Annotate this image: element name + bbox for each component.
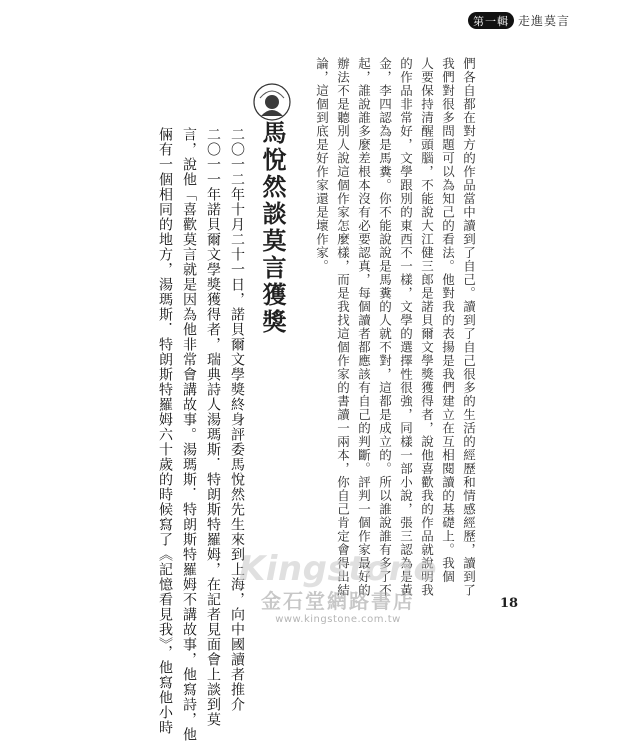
body-column-4: 倆有一個相同的地方，湯瑪斯．特朗斯特羅姆六十歲的時候寫了《記憶看見我》，他寫他小時 [157,127,173,735]
page-number: 18 [500,596,519,611]
watermark-brand-en: Kingstone [238,549,438,589]
chapter-title: 走進莫言 [517,14,570,28]
watermark-url: www.kingstone.com.tw [275,614,401,625]
portrait-icon [252,82,292,122]
quote-column-3: 人要保持清醒頭腦，不能說大江健三郎是諾貝爾文學獎獲得者，說他喜歡我的作品就說明我 [419,57,435,597]
watermark-brand-cn: 金石堂網路書店 [261,589,415,613]
quote-column-8: 論，這個到底是好作家還是壞作家。 [314,57,330,273]
quote-column-2: 我們對很多問題可以為知己的看法。他對我的表揚是我們建立在互相閱讀的基礎上。我個 [440,57,456,584]
quote-column-7: 辦法不是聽別人說這個作家怎麼樣，而是我找這個作家的書讀一兩本，你自己肯定會得出結 [335,57,351,597]
body-column-3: 言，說他「喜歡莫言就是因為他非常會講故事。湯瑪斯．特朗斯特羅姆不講故事，他寫詩，他 [181,127,197,742]
running-header [468,12,570,29]
quote-column-5: 金，李四認為是馬糞。你不能說說是馬糞的人就不對，這都是成立的。所以誰說誰有多了不 [377,57,393,597]
body-column-1: 二〇一二年十月二十一日，諾貝爾文學獎終身評委馬悅然先生來到上海，向中國讀者推介 [229,127,245,712]
quote-column-6: 起，誰說誰多麼差根本沒有必要認真，每個讀者都應該有自己的判斷。評判一個作家最好的 [356,57,372,597]
section-heading: 馬悅然談莫言獲獎 [258,120,286,336]
quote-column-4: 的作品非常好，文學跟別的東西不一樣，文學的選擇性很強，同樣一部小說，張三認為是黃 [398,57,414,597]
body-column-2: 二〇一一年諾貝爾文學獎獲得者，瑞典詩人湯瑪斯．特朗斯特羅姆，在記者見面會上談到莫 [205,127,221,727]
chapter-badge: 第一輯 [468,12,514,29]
quote-column-1: 們各自都在對方的作品當中讀到了自己。讀到了自己很多的生活的經歷和情感經歷，讀到了 [461,57,477,597]
